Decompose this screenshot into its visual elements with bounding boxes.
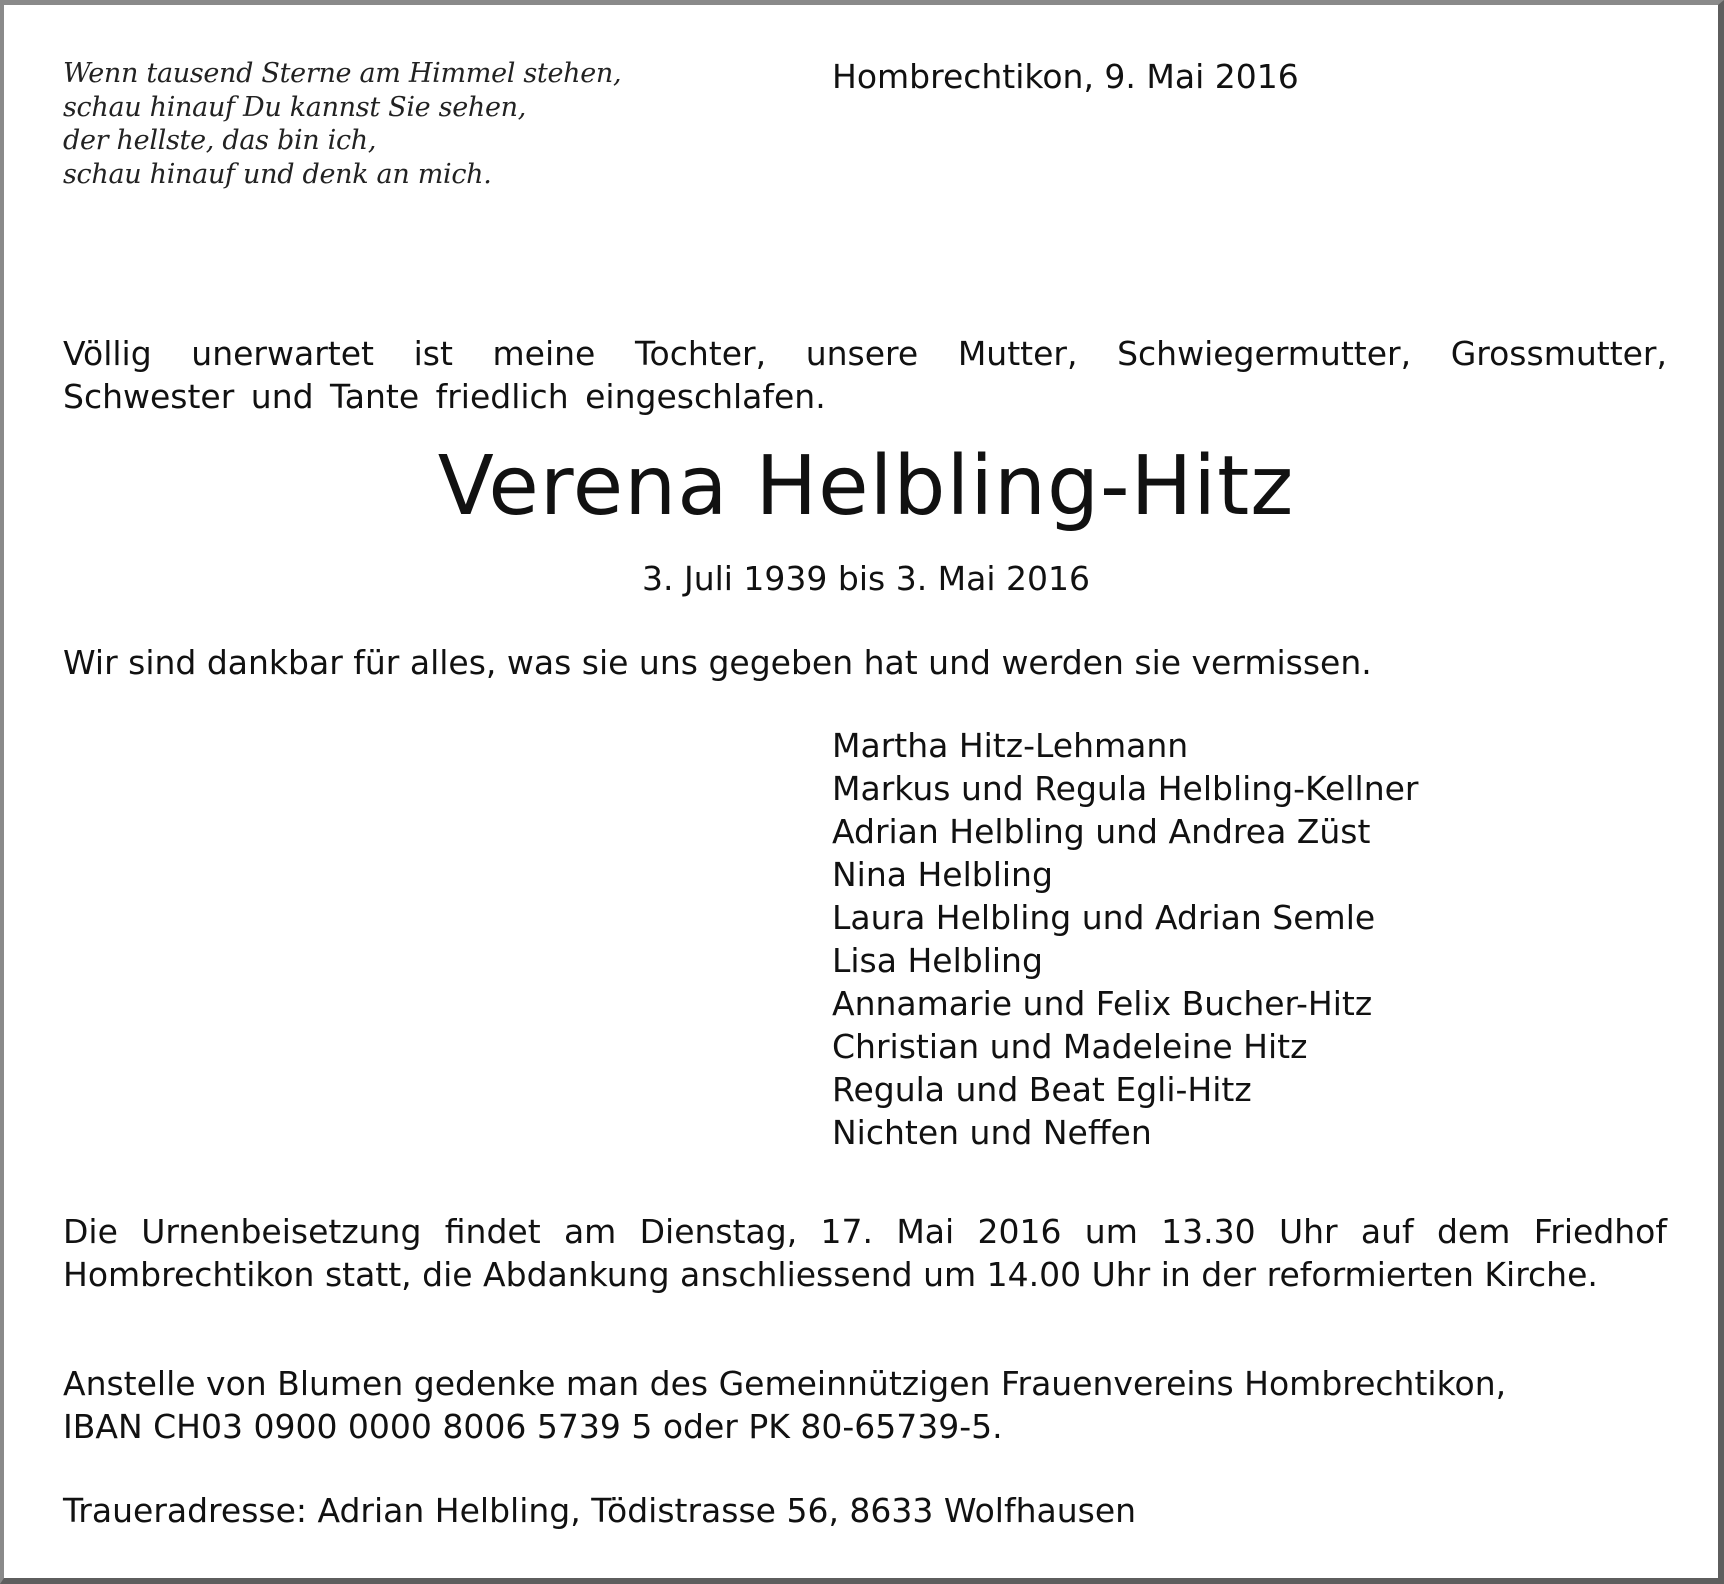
- donation-info-paragraph: [63, 1362, 1667, 1448]
- mourner-entry: Nichten und Neffen: [832, 1113, 1152, 1152]
- mourner-entry: Laura Helbling und Adrian Semle: [832, 898, 1376, 937]
- mourner-entry: Adrian Helbling und Andrea Züst: [832, 812, 1371, 851]
- mourner-entry: Annamarie und Felix Bucher-Hitz: [832, 984, 1373, 1023]
- funeral-info-paragraph: Die Urnenbeisetzung findet am Dienstag, 17. Mai 2016 um 13.30 Uhr auf dem Friedhof Hombrechtikon statt, die Abdankung anschliessend um 14.00 Uhr in der reformierten Kirche.: [63, 1212, 1667, 1294]
- mourner-entry: Martha Hitz-Lehmann: [832, 726, 1189, 765]
- mourners-list: [832, 724, 1418, 1154]
- mourner-entry: Lisa Helbling: [832, 941, 1043, 980]
- motto-line: schau hinauf und denk an mich.: [63, 158, 492, 190]
- mourner-entry: Regula und Beat Egli-Hitz: [832, 1070, 1252, 1109]
- life-dates: 3. Juli 1939 bis 3. Mai 2016: [641, 559, 1091, 598]
- intro-paragraph: Völlig unerwartet ist meine Tochter, unsere Mutter, Schwiegermutter, Grossmutter, Schwester und Tante friedlich eingeschlafen.: [63, 334, 1667, 416]
- mourner-entry: Christian und Madeleine Hitz: [832, 1027, 1308, 1066]
- mourning-address: Traueradresse: Adrian Helbling, Tödistrasse 56, 8633 Wolfhausen: [63, 1491, 1137, 1530]
- mourner-entry: Nina Helbling: [832, 855, 1053, 894]
- donation-line: IBAN CH03 0900 0000 8006 5739 5 oder PK 80-65739-5.: [63, 1407, 1003, 1446]
- donation-line: Anstelle von Blumen gedenke man des Gemeinnützigen Frauenvereins Hombrechtikon,: [63, 1364, 1507, 1403]
- mourner-entry: Markus und Regula Helbling-Kellner: [832, 769, 1419, 808]
- motto-line: schau hinauf Du kannst Sie sehen,: [63, 91, 527, 123]
- motto-poem: [63, 57, 621, 191]
- place-and-date: Hombrechtikon, 9. Mai 2016: [832, 57, 1299, 96]
- motto-line: Wenn tausend Sterne am Himmel stehen,: [63, 58, 622, 89]
- deceased-name: Verena Helbling-Hitz: [437, 439, 1295, 534]
- motto-line: der hellste, das bin ich,: [63, 125, 377, 156]
- gratitude-statement: Wir sind dankbar für alles, was sie uns gegeben hat und werden sie vermissen.: [63, 643, 1372, 682]
